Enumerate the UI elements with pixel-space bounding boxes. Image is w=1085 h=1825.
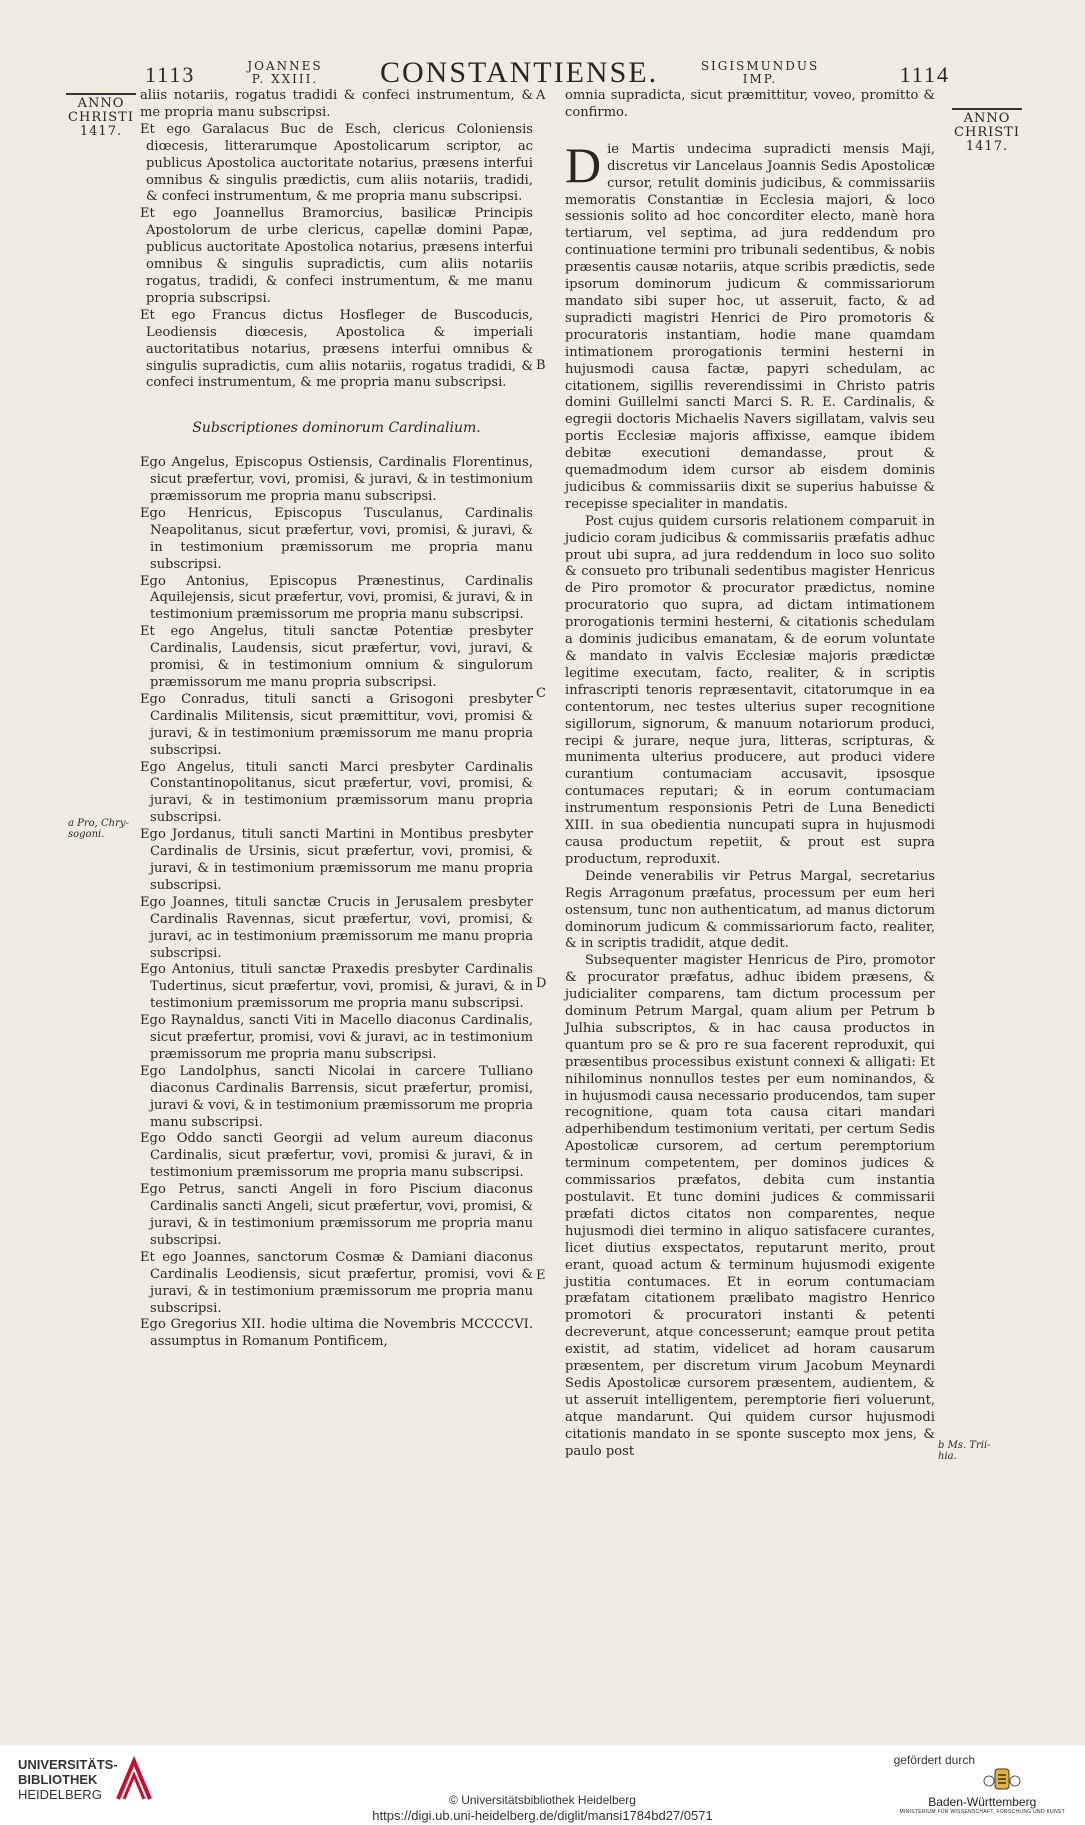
notary-paragraph: aliis notariis, rogatus tradidi & confeci instrumentum, & me propria manu subscripsi.: [140, 88, 533, 120]
footer-bar: [0, 1745, 1085, 1825]
dropcap-letter: D: [565, 136, 602, 193]
margin-rule: [952, 108, 1022, 110]
notary-paragraph: Et ego Joannellus Bramorcius, basilicæ Principis Apostolorum de urbe clericus, capellæ domini Papæ, publicus auctoritate Apostolica notarius, præsens interfui omnibus & singulis supradictis, cum aliis notariis rogatus, tradidi, & confeci instrumentum, & me manu propria subscripsi.: [140, 206, 533, 306]
section-letter-e: E: [536, 1268, 546, 1283]
page-number-left: 1113: [145, 62, 196, 87]
running-title: CONSTANTIENSE.: [380, 56, 659, 89]
sponsor-logo[interactable]: [899, 1795, 1065, 1815]
notary-paragraph: Et ego Francus dictus Hosfleger de Buscoducis, Leodiensis diœcesis, Apostolica & imperiali auctoritatibus notarius, præsens interfui omnibus & singulis supradictis, cum aliis notariis, rogatus tradidi, & confeci instrumentum, & me propria manu subscripsi.: [140, 307, 533, 391]
record-paragraph: Deinde venerabilis vir Petrus Margal, secretarius Regis Arragonum præfatus, processum per eum heri ostensum, tunc non authenticatum, ad manus dictorum dominorum judicum & commissariorum facto, realiter, & in scriptis tradidit, atque dedit.: [565, 868, 935, 952]
library-name-line: UNIVERSITÄTS-: [18, 1757, 118, 1772]
cardinal-subscription: Ego Antonius, Episcopus Prænestinus, Cardinalis Aquilejensis, sicut præfertur, vovi, promisi, & juravi, & in testimonium præmissorum me propria manu subscripsi.: [140, 573, 533, 623]
library-name-line: HEIDELBERG: [18, 1787, 102, 1802]
opening-paragraph: omnia supradicta, sicut præmittitur, voveo, promitto & confirmo.: [565, 88, 935, 120]
cardinal-subscription: Ego Joannes, tituli sanctæ Crucis in Jerusalem presbyter Cardinalis Ravennas, sicut præfertur, vovi, promisi, & juravi, ac in testimonium præmissorum me manu propria subscripsi.: [140, 894, 533, 961]
section-letter-b: B: [536, 358, 546, 373]
margin-year-right-text: ANNO CHRISTI 1417.: [954, 111, 1020, 154]
copyright-notice: © Universitätsbibliothek Heidelberg: [449, 1793, 636, 1807]
cardinal-subscription: Ego Oddo sancti Georgii ad velum aureum diaconus Cardinalis, sicut præfertur, vovi, promisi & juravi, & in testimonium præmissorum me propria manu subscripsi.: [140, 1131, 533, 1181]
margin-rule: [66, 93, 136, 95]
running-head-pope: JOANNES P. XXIII.: [247, 59, 323, 86]
cardinal-subscription: Ego Landolphus, sancti Nicolai in carcere Tulliano diaconus Cardinalis Barrensis, sicut præfertur, promisi, juravi & vovi, & in testimonium præmissorum me propria manu subscripsi.: [140, 1063, 533, 1130]
sponsor-label: gefördert durch: [893, 1753, 975, 1767]
sponsor-subtitle: MINISTERIUM FÜR WISSENSCHAFT, FORSCHUNG UND KUNST: [899, 1809, 1065, 1815]
sponsor-name: Baden-Württemberg: [928, 1795, 1037, 1809]
record-paragraph: Post cujus quidem cursoris relationem comparuit in judicio coram judicibus & commissariis præfatis adhuc prout ubi supra, ad jura reddendum in loco suo solito & consueto pro tribunali sedentibus magister Henricus de Piro promotor & procurator prædictus, nomine procuratorio quo supra, ad dictam intimationem prorogationis termini hesterni, & citationis schedulam a dominis judicibus emanatam, & de eorum voluntate & mandato in valvis Ecclesiæ majoris prædictæ legitime executam, facto, realiter, & in scriptis infrascripti tenoris repræsentavit, citatorumque in ea contentorum, nec testes ulterius super recognitione sigillorum, signorum, & manuum notariorum produci, recipi & jurare, neque jura, litteras, scripturas, & munimenta ulterius producere, aut produci videre curantium contumaciam accusavit, ipsosque contumaces reputari; & in eorum contumaciam instrumentum responsionis Petri de Luna Benedicti XIII. in sua obedientia nuncupati supra in hujusmodi causa productum repetiit, & prout est supra productum, reproduxit.: [565, 513, 935, 867]
cardinal-subscription: Et ego Angelus, tituli sanctæ Potentiæ presbyter Cardinalis, Laudensis, sicut præfertur, vovi, juravi, & promisi, & in testimonium omnium & singulorum præmissorum me manu propria subscripsi.: [140, 624, 533, 690]
cardinal-subscription: Ego Jordanus, tituli sancti Martini in Montibus presbyter Cardinalis de Ursinis, sicut præfertur, vovi, promisi, & juravi, & in testimonium præmissorum me manu propria subscripsi.: [140, 827, 533, 893]
cardinal-subscription: Ego Angelus, tituli sancti Marci presbyter Cardinalis Constantinopolitanus, sicut præfertur, vovi, promisi, & juravi, & in testimonium præmissorum manu propria subscripsi.: [140, 759, 533, 826]
margin-year-left-text: ANNO CHRISTI 1417.: [68, 96, 134, 139]
footnote-marker-a: a Pro, Chry- sogoni.: [68, 818, 129, 840]
cardinal-subscription: Ego Gregorius XII. hodie ultima die Novembris MCCCCVI. assumptus in Romanum Pontificem,: [140, 1317, 533, 1350]
dropcap-paragraph: [565, 136, 935, 514]
section-letter-d: D: [536, 976, 547, 991]
cardinal-subscription: Ego Angelus, Episcopus Ostiensis, Cardinalis Florentinus, sicut præfertur, vovi, promisi, & juravi, & in testimonium præmissorum me propria manu subscripsi.: [140, 455, 533, 505]
page-number-right: 1114: [899, 62, 950, 87]
footnote-marker-b: b Ms. Trii- hia.: [938, 1440, 991, 1462]
margin-year-right: [948, 108, 1026, 154]
cardinal-subscription: Ego Antonius, tituli sanctæ Praxedis presbyter Cardinalis Tudertinus, sicut præfertur, vovi, promisi, & juravi, & in testimonium præmissorum me propria manu subscripsi.: [140, 962, 533, 1012]
cardinal-subscription: Ego Henricus, Episcopus Tusculanus, Cardinalis Neapolitanus, sicut præfertur, vovi, promisi, & juravi, & in testimonium præmissorum me propria manu subscripsi.: [140, 505, 533, 572]
right-column: [565, 88, 935, 1461]
cardinal-subscription: Ego Raynaldus, sancti Viti in Macello diaconus Cardinalis, sicut præfertur, promisi, vovi & juravi, ac in testimonium præmissorum me propria manu subscripsi.: [140, 1013, 533, 1062]
cardinal-subscription: Ego Conradus, tituli sancti a Grisogoni presbyter Cardinalis Militensis, sicut præmittitur, vovi, promisi & juravi, & in testimonium præmissorum me manu propria subscripsi.: [140, 691, 533, 758]
record-paragraph: ie Martis undecima supradicti mensis Maji, discretus vir Lancelaus Joannis Sedis Apostolicæ cursor, retulit dominis judicibus, & commissariis memoratis Constantiæ in Ecclesia majori, & loco sessionis solito ad hoc concorditer electo, manè hora tertiarum, vel septima, ad jura reddendum pro continuatione termini pro tribunali sedentibus, & nobis præsentis causæ notariis, atque scribis prædictis, sede ipsorum dominorum judicum & commissariorum mandato sibi super hoc, ut asseruit, facto, & ad supradicti magistri Henrici de Piro promotoris & procuratoris instantiam, hodie mane quamdam intimationem prorogationis termini hesterni in hujusmodi causa factæ, papyri schedulam, ac citationem, sigillis reverendissimi in Christo patris domini Guillelmi sancti Marci S. R. E. Cardinalis, & egregii doctoris Michaelis Navers sigillatam, valvis seu portis Ecclesiæ majoris affixisse, eamque ibidem debitæ executioni demandasse, prout & quemadmodum idem cursor ab eisdem dominis judicibus & commissariis dixit se superius habuisse & recepisse specialiter in mandatis.: [565, 141, 935, 512]
notary-paragraph: Et ego Garalacus Buc de Esch, clericus Coloniensis diœcesis, litterarumque Apostolicarum scriptor, ac publicus Apostolica auctoritate notarius, præsens interfui omnibus & singulis prædictis, cum aliis notariis, tradidi, & confeci instrumentum, & me propria manu subscripsi.: [140, 121, 533, 205]
cardinal-subscription: Ego Petrus, sancti Angeli in foro Piscium diaconus Cardinalis sancti Angeli, sicut præfertur, vovi, promisi, & juravi, & in testimonium præmissorum me propria manu subscripsi.: [140, 1182, 533, 1248]
left-column: [140, 88, 533, 1351]
record-paragraph: Subsequenter magister Henricus de Piro, promotor & procurator præfatus, adhuc ibidem præsens, & judicialiter comparens, tam dictum processum per dominum Petrum Margal, quam alium per Petrum b Julhia subscriptos, & in hac causa productos in quantum pro se & pro re sua facerent reproduxit, qui præsentibus processibus existunt connexi & alligati: Et nihilominus nonnullos testes per eum nominandos, & in hujusmodi causa necessario producendos, tam super recognitione, quam tota causa citari mandari adperhibendum testimonium veritati, per certum Sedis Apostolicæ cursorem, ad certum peremptorium terminum competentem, per dominos judices & commissarios præfatos, debita cum instantia postulavit. Et tunc domini judices & commissarii præfati dictos citatos non comparentes, neque hujusmodi diei termino in aliquo satisfacere curantes, licet diutius exspectatos, reputarunt merito, prout erant, quoad actum & terminum hujusmodi exigente justitia contumaces. Et in eorum contumaciam præfatam citationem prælibato magistro Henrico promotori & procuratori instanti & petenti decreverunt, atque concesserunt; eamque prout petita existit, ad statim, videlicet ad horam causarum præsentem, per discretum virum Jacobum Meynardi Sedis Apostolicæ cursorem præsentem, audientem, & ut asseruit intelligentem, peremptorie fieri voluerunt, atque mandarunt. Qui quidem cursor hujusmodi citationis mandato in se sponte suscepto mox jens, & paulo post: [565, 953, 935, 1459]
section-letter-c: C: [536, 686, 546, 701]
running-head-emperor: SIGISMUNDUS IMP.: [700, 59, 820, 86]
section-letter-a: A: [536, 88, 546, 103]
permalink-url[interactable]: https://digi.ub.uni-heidelberg.de/diglit/mansi1784bd27/0571: [372, 1808, 713, 1823]
library-name-line: BIBLIOTHEK: [18, 1772, 98, 1787]
state-crest-icon: [981, 1767, 1023, 1795]
cardinal-subscription: Et ego Joannes, sanctorum Cosmæ & Damiani diaconus Cardinalis Leodiensis, sicut præfertur, promisi, vovi & juravi, & in testimonium præmissorum me propria manu subscripsi.: [140, 1249, 533, 1316]
section-heading: Subscriptiones dominorum Cardinalium.: [192, 420, 481, 437]
margin-year-left: [62, 93, 140, 139]
